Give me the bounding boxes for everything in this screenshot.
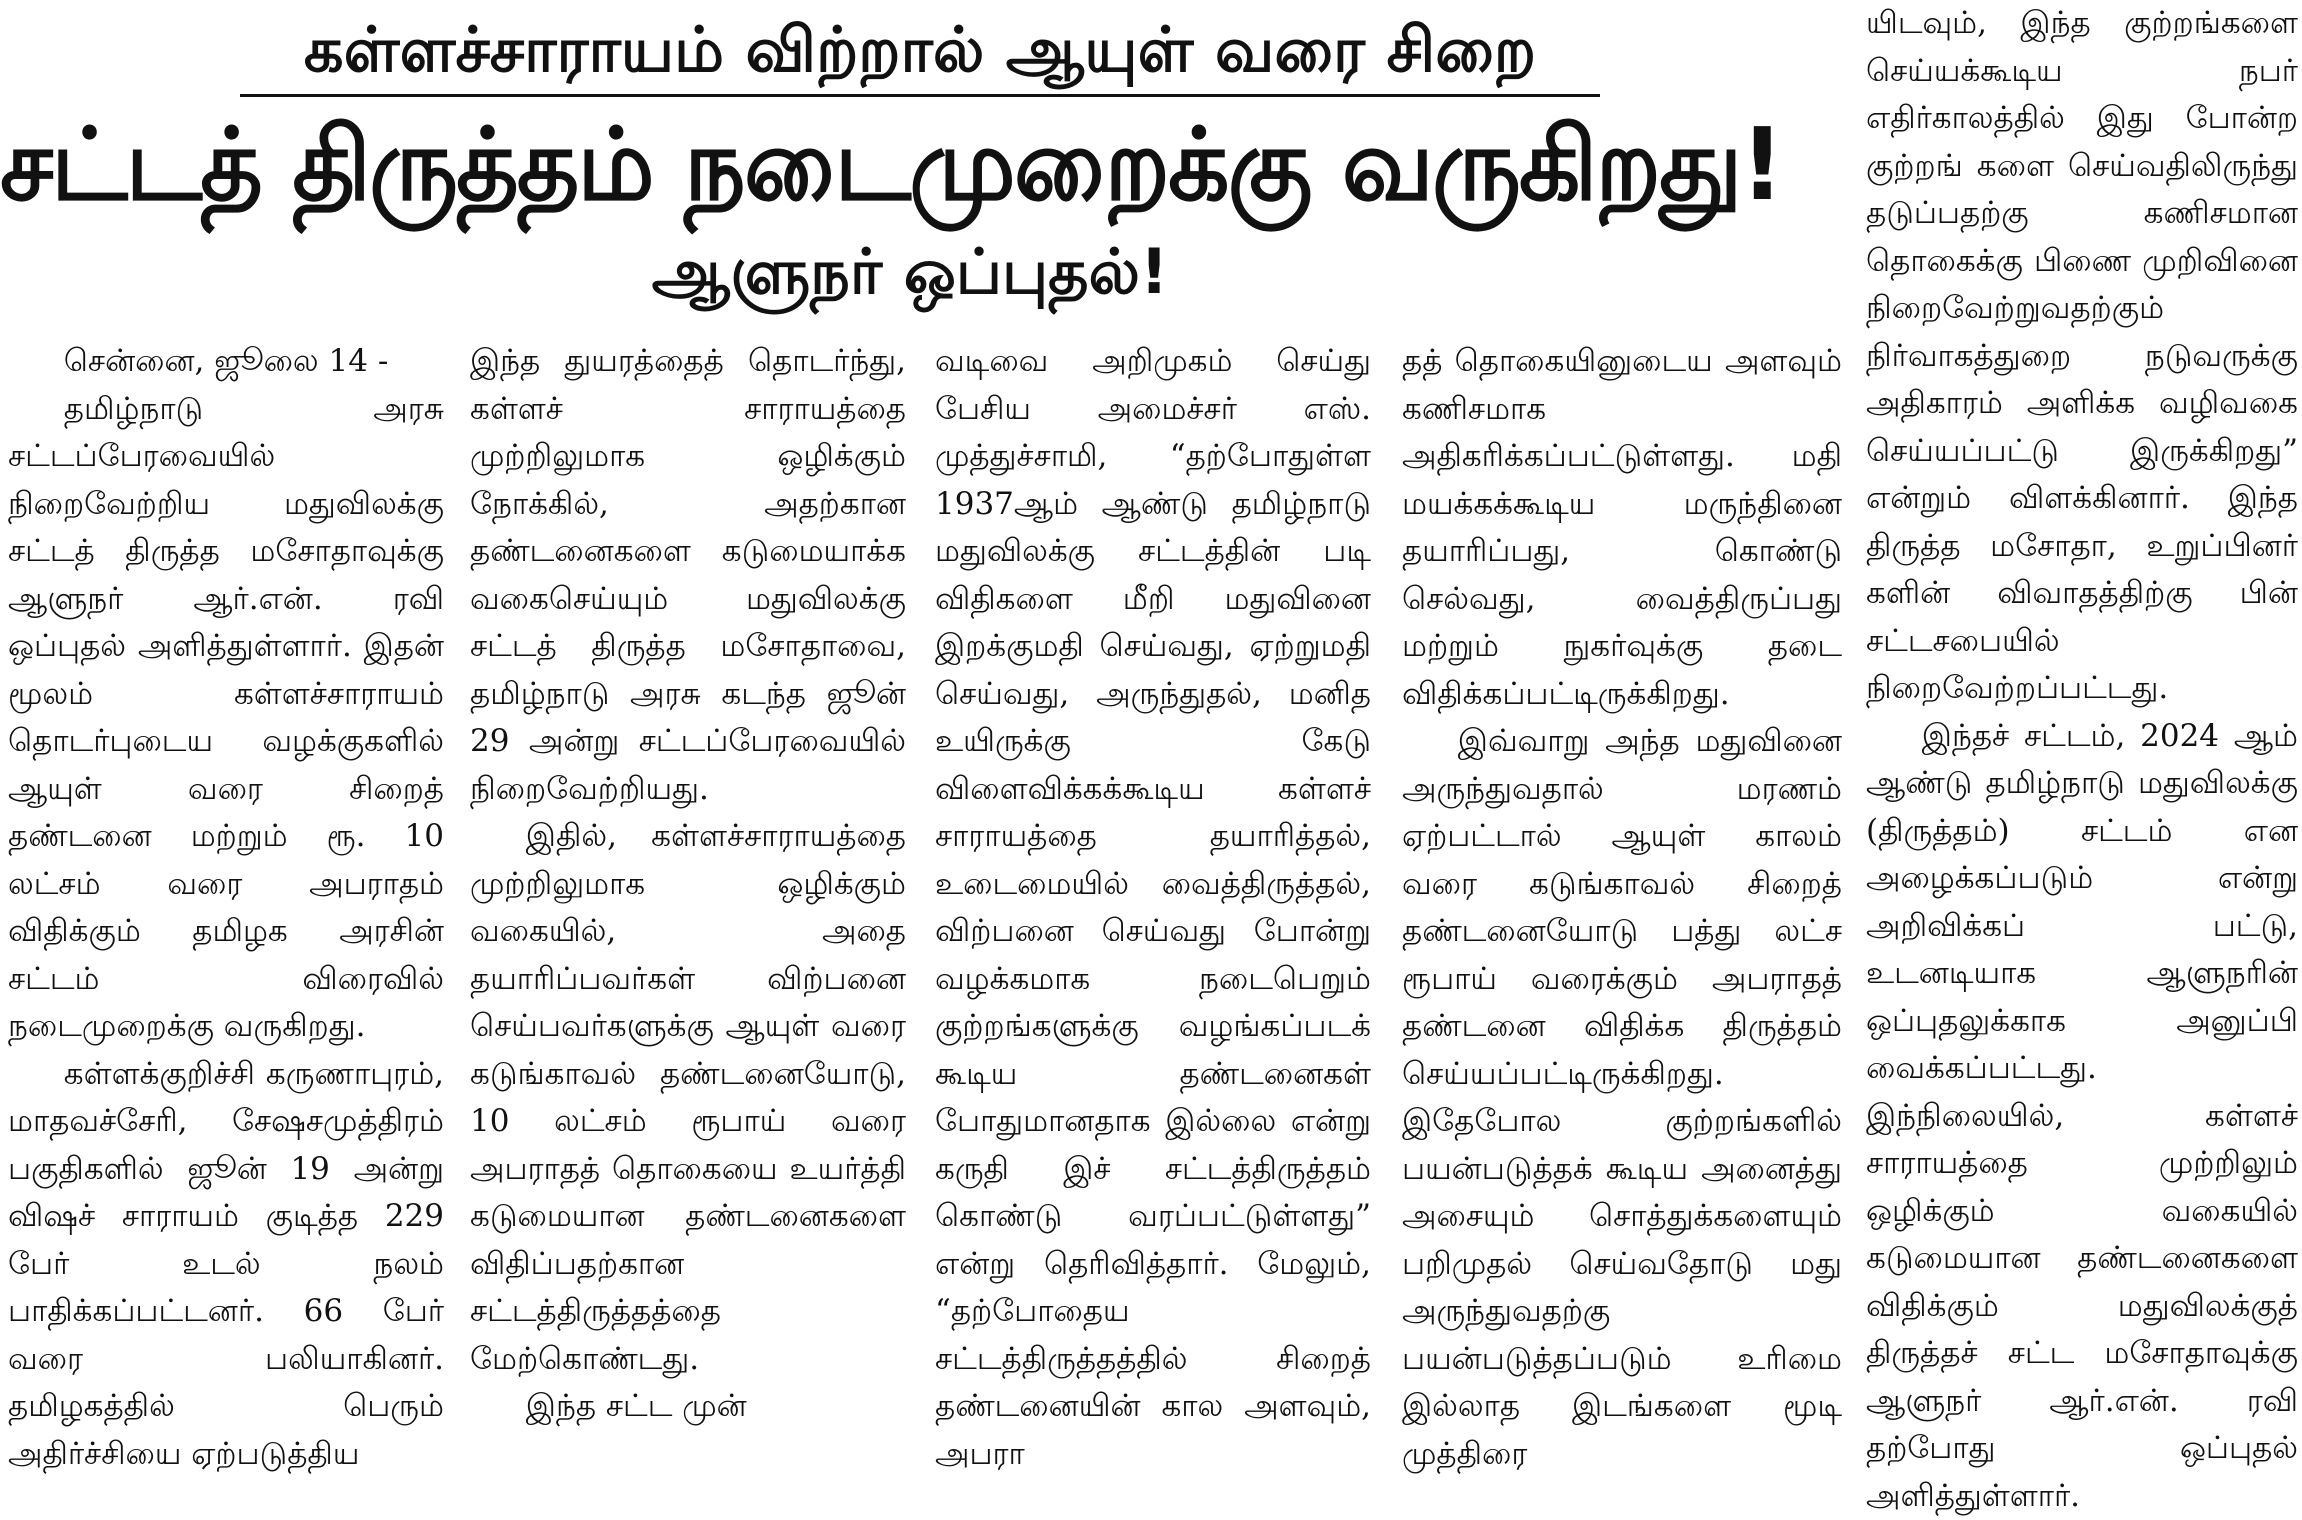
paragraph: இவ்வாறு அந்த மதுவினை அருந்துவதால் மரணம் ஏற்பட்டால் ஆயுள் காலம் வரை கடுங்காவல் சிறைத் தண்டனையோடு பத்து லட்ச ரூபாய் வரைக்கும் அபராதத் தண்டனை விதிக்க திருத்தம் செய்யப்பட்டிருக்கிறது. இதேபோல குற்றங்களில் பயன்படுத்தக் கூடிய அனைத்து அசையும் சொத்துக்களையும் பறிமுதல் செய்வதோடு மது அருந்துவதற்கு பயன்படுத்தப்படும் உரிமை இல்லாத இடங்களை மூடி முத்திரை — [1402, 718, 1842, 1478]
dateline: சென்னை, ஜூலை 14 - — [8, 338, 444, 386]
article-column-1 — [8, 338, 444, 1362]
kicker-headline: கள்ளச்சாராயம் விற்றால் ஆயுள் வரை சிறை — [240, 10, 1600, 90]
kicker-rule — [240, 94, 1600, 97]
main-headline: சட்டத் திருத்தம் நடைமுறைக்கு வருகிறது! — [0, 100, 1766, 230]
paragraph: கள்ளக்குறிச்சி கருணாபுரம், மாதவச்சேரி, சேஷசமுத்திரம் பகுதிகளில் ஜூன் 19 அன்று விஷச் சாராயம் குடித்த 229 பேர் உடல் நலம் பாதிக்கப்பட்டனர். 66 பேர் வரை பலியாகினர். தமிழகத்தில் பெரும் அதிர்ச்சியை ஏற்படுத்திய — [8, 1051, 444, 1479]
paragraph: யிடவும், இந்த குற்றங்களை செய்யக்கூடிய நபர் எதிர்காலத்தில் இது போன்ற குற்றங் களை செய்வதிலிருந்து தடுப்பதற்கு கணிசமான தொகைக்கு பிணை முறிவினை நிறைவேற்றுவதற்கும் நிர்வாகத்துறை நடுவருக்கு அதிகாரம் அளிக்க வழிவகை செய்யப்பட்டு இருக்கிறது” என்றும் விளக்கினார். இந்த திருத்த மசோதா, உறுப்பினர் களின் விவாதத்திற்கு பின் சட்டசபையில் நிறைவேற்றப்பட்டது. — [1866, 0, 2298, 713]
sub-headline: ஆளுநர் ஒப்புதல்! — [520, 232, 1300, 312]
paragraph: இந்தச் சட்டம், 2024 ஆம் ஆண்டு தமிழ்நாடு மதுவிலக்கு (திருத்தம்) சட்டம் என அழைக்கப்படும் என்று அறிவிக்கப் பட்டு, உடனடியாக ஆளுநரின் ஒப்புதலுக்காக அனுப்பி வைக்கப்பட்டது. இந்நிலையில், கள்ளச் சாராயத்தை முற்றிலும் ஒழிக்கும் வகையில் கடுமையான தண்டனைகளை விதிக்கும் மதுவிலக்குத் திருத்தச் சட்ட மசோதாவுக்கு ஆளுநர் ஆர்.என். ரவி தற்போது ஒப்புதல் அளித்துள்ளார். — [1866, 713, 2298, 1520]
article-column-4 — [1402, 338, 1842, 1362]
paragraph: இதில், கள்ளச்சாராயத்தை முற்றிலுமாக ஒழிக்கும் வகையில், அதை தயாரிப்பவர்கள் விற்பனை செய்பவர்களுக்கு ஆயுள் வரை கடுங்காவல் தண்டனையோடு, 10 லட்சம் ரூபாய் வரை அபராதத் தொகையை உயர்த்தி கடுமையான தண்டனைகளை விதிப்பதற்கான சட்டத்திருத்தத்தை மேற்கொண்டது. — [470, 813, 906, 1383]
paragraph: வடிவை அறிமுகம் செய்து பேசிய அமைச்சர் எஸ். முத்துச்சாமி, “தற்போதுள்ள 1937ஆம் ஆண்டு தமிழ்நாடு மதுவிலக்கு சட்டத்தின் படி விதிகளை மீறி மதுவினை இறக்குமதி செய்வது, ஏற்றுமதி செய்வது, அருந்துதல், மனித உயிருக்கு கேடு விளைவிக்கக்கூடிய கள்ளச் சாராயத்தை தயாரித்தல், உடைமையில் வைத்திருத்தல், விற்பனை செய்வது போன்று வழக்கமாக நடைபெறும் குற்றங்களுக்கு வழங்கப்படக் கூடிய தண்டனைகள் போதுமானதாக இல்லை என்று கருதி இச் சட்டத்திருத்தம் கொண்டு வரப்பட்டுள்ளது” என்று தெரிவித்தார். மேலும், “தற்போதைய சட்டத்திருத்தத்தில் சிறைத் தண்டனையின் கால அளவும், அபரா — [935, 338, 1371, 1478]
article-column-3 — [935, 338, 1371, 1362]
paragraph: தத் தொகையினுடைய அளவும் கணிசமாக அதிகரிக்கப்பட்டுள்ளது. மதி மயக்கக்கூடிய மருந்தினை தயாரிப்பது, கொண்டு செல்வது, வைத்திருப்பது மற்றும் நுகர்வுக்கு தடை விதிக்கப்பட்டிருக்கிறது. — [1402, 338, 1842, 718]
paragraph: இந்த துயரத்தைத் தொடர்ந்து, கள்ளச் சாராயத்தை முற்றிலுமாக ஒழிக்கும் நோக்கில், அதற்கான தண்டனைகளை கடுமையாக்க வகைசெய்யும் மதுவிலக்கு சட்டத் திருத்த மசோதாவை, தமிழ்நாடு அரசு கடந்த ஜூன் 29 அன்று சட்டப்பேரவையில் நிறைவேற்றியது. — [470, 338, 906, 813]
article-column-2 — [470, 338, 906, 1362]
article-column-5 — [1866, 0, 2298, 1362]
paragraph: தமிழ்நாடு அரசு சட்டப்பேரவையில் நிறைவேற்றிய மதுவிலக்கு சட்டத் திருத்த மசோதாவுக்கு ஆளுநர் ஆர்.என். ரவி ஒப்புதல் அளித்துள்ளார். இதன் மூலம் கள்ளச்சாராயம் தொடர்புடைய வழக்குகளில் ஆயுள் வரை சிறைத் தண்டனை மற்றும் ரூ. 10 லட்சம் வரை அபராதம் விதிக்கும் தமிழக அரசின் சட்டம் விரைவில் நடைமுறைக்கு வருகிறது. — [8, 386, 444, 1051]
paragraph: இந்த சட்ட முன் — [470, 1383, 906, 1431]
